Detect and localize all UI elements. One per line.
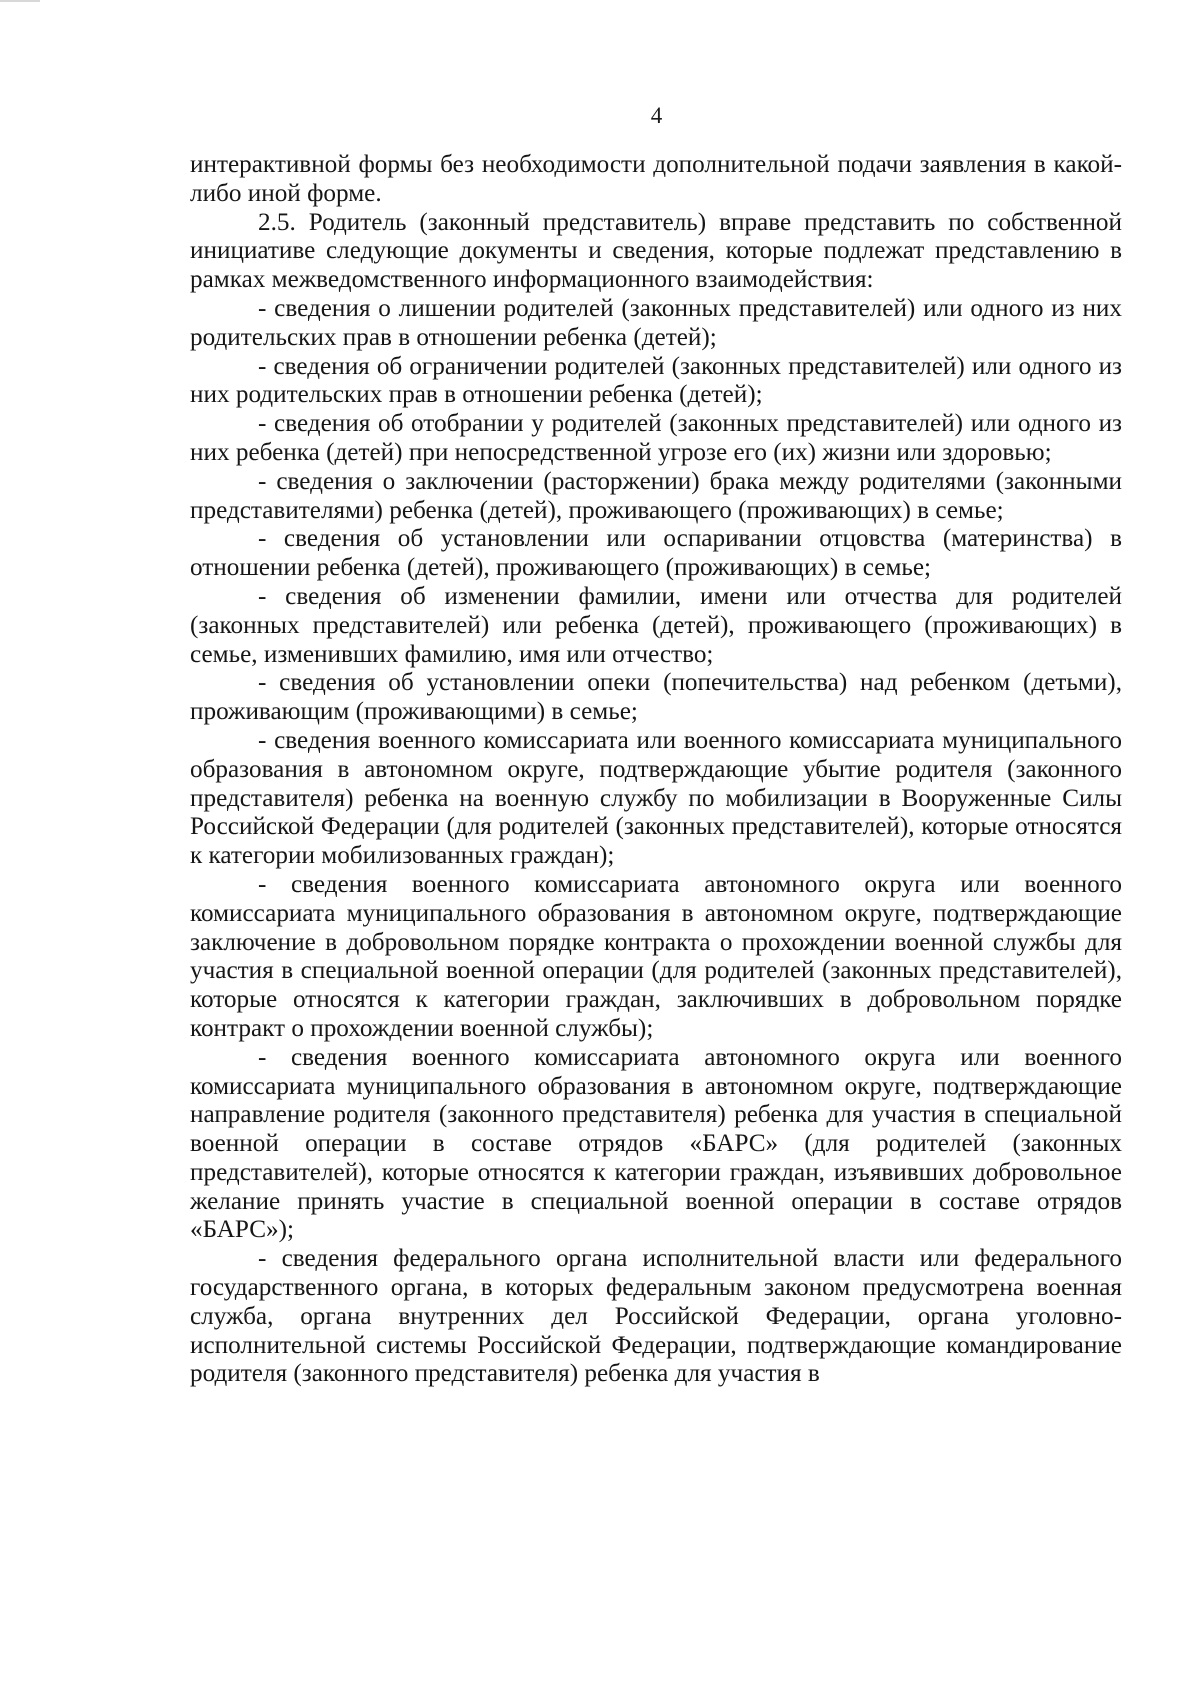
- list-item-federal-assignment: - сведения федерального органа исполнительной власти или федерального государственного органа, в которых федеральным законом предусмотрена военная служба, органа внутренних дел Российской Федерации, органа уголовно-исполнительной системы Российской Федерации, подтверждающие командирование родителя (законного представителя) ребенка для участия в: [190, 1245, 1122, 1388]
- page-number: 4: [650, 103, 663, 128]
- list-item-child-removal: - сведения об отобрании у родителей (законных представителей) или одного из них ребенка (детей) при непосредственной угрозе его (их) жизни или здоровью;: [190, 410, 1122, 466]
- list-item-deprivation-rights: - сведения о лишении родителей (законных представителей) или одного из них родительских прав в отношении ребенка (детей);: [190, 294, 1122, 351]
- list-item-marriage: - сведения о заключении (расторжении) брака между родителями (законными представителями) ребенка (детей), проживающего (проживающих) в семье;: [190, 467, 1122, 524]
- paragraph-section-2-5: 2.5. Родитель (законный представитель) вправе представить по собственной инициативе следующие документы и сведения, которые подлежат представлению в рамках межведомственного информационного взаимодействия:: [190, 208, 1122, 294]
- paragraph-continuation: интерактивной формы без необходимости дополнительной подачи заявления в какой-либо иной форме.: [190, 151, 1122, 207]
- list-item-name-change: - сведения об изменении фамилии, имени или отчества для родителей (законных представителей) или ребенка (детей), проживающего (проживающих) в семье, изменивших фамилию, имя или отчество;: [190, 582, 1122, 668]
- list-item-contract-service: - сведения военного комиссариата автономного округа или военного комиссариата муниципального образования в автономном округе, подтверждающие заключение в добровольном порядке контракта о прохождении военной службы для участия в специальной военной операции (для родителей (законных представителей), которые относятся к категории граждан, заключивших в добровольном порядке контракт о прохождении военной службы);: [190, 870, 1122, 1042]
- list-item-bars-units: - сведения военного комиссариата автономного округа или военного комиссариата муниципального образования в автономном округе, подтверждающие направление родителя (законного представителя) ребенка для участия в специальной военной операции в составе отрядов «БАРС» (для родителей (законных представителей), которые относятся к категории граждан, изъявивших добровольное желание принять участие в специальной военной операции в составе отрядов «БАРС»);: [190, 1043, 1122, 1244]
- list-item-guardianship: - сведения об установлении опеки (попечительства) над ребенком (детьми), проживающим (проживающими) в семье;: [190, 669, 1122, 726]
- list-item-paternity: - сведения об установлении или оспаривании отцовства (материнства) в отношении ребенка (детей), проживающего (проживающих) в семье;: [190, 525, 1122, 582]
- scan-edge-mark: [0, 0, 40, 2]
- document-body: [190, 151, 1122, 1389]
- list-item-mobilization: - сведения военного комиссариата или военного комиссариата муниципального образования в автономном округе, подтверждающие убытие родителя (законного представителя) ребенка на военную службу по мобилизации в Вооруженные Силы Российской Федерации (для родителей (законных представителей), которые относятся к категории мобилизованных граждан);: [190, 726, 1122, 870]
- list-item-restriction-rights: - сведения об ограничении родителей (законных представителей) или одного из них родительских прав в отношении ребенка (детей);: [190, 352, 1122, 409]
